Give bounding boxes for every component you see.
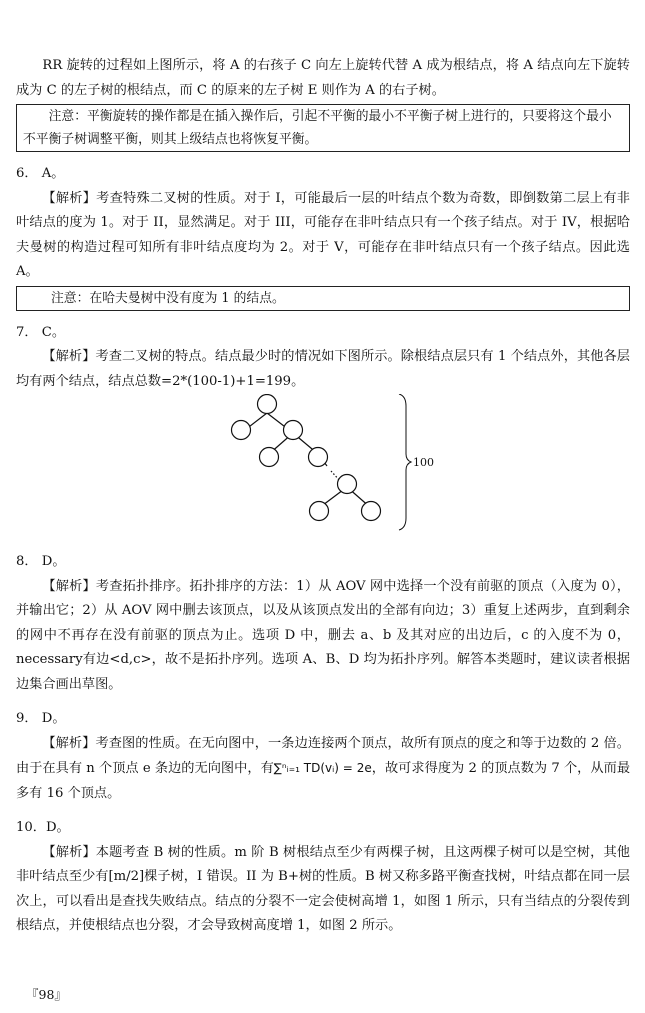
tree-node [310,502,329,521]
tree-node [309,448,328,467]
page-number: 『98』 [26,987,67,1002]
answer-9-analysis [16,732,630,807]
binary-tree-diagram [225,394,435,540]
tree-node [284,421,303,440]
page-content [16,54,630,939]
answer-10-analysis: 【解析】本题考查 B 树的性质。m 阶 B 树根结点至少有两棵子树，且这两棵子树可以是空树，其他非叶结点至少有[m/2]棵子树，I 错误。II 为 B+树的性质。B 树又称多路平衡查找树，叶结点都在同一层次上，可以看出是查找失败结点。结点的分裂不一定会使树高增 1，如图 1 所示，只有当结点的分裂传到根结点，并使根结点也分裂，才会导致树高度增 1，如图 2 所示。 [16,844,630,933]
tree-node [232,421,251,440]
answer-10-heading: 10．D。 [16,820,70,835]
answer-9-text-post: ，故可求得度为 2 的顶点数为 7 个，从而最多有 16 个顶点。 [16,761,631,801]
tree-node [338,475,357,494]
note-box-huffman: 注意：在哈夫曼树中没有度为 1 的结点。 [16,286,630,311]
rr-rotation-text: RR 旋转的过程如上图所示，将 A 的右孩子 C 向左上旋转代替 A 成为根结点，将 A 结点向左下旋转成为 C 的左子树的根结点，而 C 的原来的左子树 E 则作为 A 的右子树。 [16,58,630,98]
tree-node [258,395,277,414]
answer-6-analysis: 【解析】考查特殊二叉树的性质。对于 I，可能最后一层的叶结点个数为奇数，即倒数第二层上有非叶结点的度为 1。对于 II，显然满足。对于 III，可能存在非叶结点只有一个孩子结点。对于 IV，根据哈夫曼树的构造过程可知所有非叶结点度均为 2。对于 V，可能存在非叶结点只有一个孩子结点。因此选 A。 [16,190,630,279]
answer-8-heading: 8． D。 [16,554,66,569]
note-box-balance: 注意：平衡旋转的操作都是在插入操作后，引起不平衡的最小不平衡子树上进行的，只要将这个最小不平衡子树调整平衡，则其上级结点也将恢复平衡。 [16,104,630,152]
height-brace [399,394,411,530]
degree-sum-formula: ∑ⁿᵢ₌₁ TD(vᵢ) = 2e [273,761,372,775]
tree-node [260,448,279,467]
answer-9-text-pre: 【解析】考查图的性质。在无向图中，一条边连接两个顶点，故所有顶点的度之和等于边数的 2 倍。由于在具有 n 个顶点 e 条边的无向图中，有 [16,735,630,776]
answer-6-heading: 6． A。 [16,166,65,181]
answer-7-heading: 7． C。 [16,324,66,340]
tree-node [362,502,381,521]
height-label: 100 [413,456,434,469]
answer-7-analysis: 【解析】考查二叉树的特点。结点最少时的情况如下图所示。除根结点层只有 1 个结点外，其他各层均有两个结点，结点总数=2*(100-1)+1=199。 [16,349,630,389]
answer-8-analysis: 【解析】考查拓扑排序。拓扑排序的方法：1）从 AOV 网中选择一个没有前驱的顶点（入度为 0），并输出它；2）从 AOV 网中删去该顶点，以及从该顶点发出的全部有向边；3）重复上述两步，直到剩余的网中不再存在没有前驱的顶点为止。选项 D 中，删去 a、b 及其对应的出边后，c 的入度不为 0，necessary有边<d,c>，故不是拓扑序列。选项 A、B、D 均为拓扑序列。解答本类题时，建议读者根据边集合画出草图。 [16,578,630,692]
answer-9-heading: 9． D。 [16,711,66,726]
binary-tree-figure [16,394,630,540]
